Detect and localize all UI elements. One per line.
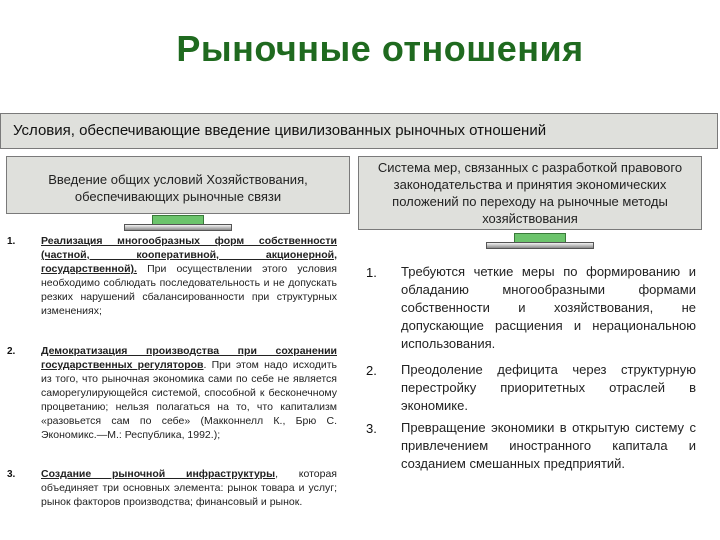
left-item-number: 2. [7, 346, 16, 357]
right-list-item: Превращение экономики в открытую систему с привлечением иностранного капитала и созданием смешанных предприятий. [401, 420, 696, 471]
left-item-number: 1. [7, 236, 16, 247]
right-connector-arrow-icon [486, 233, 594, 249]
left-item-text: . При этом надо исходить из того, что рыночная экономика сами по себе не является саморегулирующейся системой, способной к бесконечному процветанию; нельзя полагаться на то, что капитализм «разовьется сам по себе» (Макконнелл К., Брю С. Экономикс.—М.: Республика, 1992.); [41, 359, 337, 441]
right-list-item: Преодоление дефицита через структурную перестройку приоритетных отраслей в экономике. [401, 362, 696, 413]
left-item-lead: Создание рыночной инфраструктуры [41, 468, 276, 480]
left-item-lead: Реализация многообразных форм собственности (частной, кооперативной, акционерной, государственной). [41, 235, 337, 275]
subtitle-banner: Условия, обеспечивающие введение цивилизованных рыночных отношений [0, 113, 718, 149]
left-list-item [41, 234, 337, 318]
right-item-number: 2. [366, 363, 377, 378]
page-title: Рыночные отношения [176, 28, 584, 69]
left-item-lead: Демократизация производства при сохранении государственных регуляторов [41, 345, 337, 371]
left-item-number: 3. [7, 469, 16, 480]
left-list-item [41, 467, 337, 509]
right-item-number: 1. [366, 265, 377, 280]
right-item-number: 3. [366, 421, 377, 436]
left-connector-arrow-icon [124, 215, 232, 231]
right-list-item: Требуются четкие меры по формированию и обладанию многообразными формами собственности и хозяйствования, не допускающие расщиения и нерациональною использования. [401, 264, 696, 351]
left-item-text: При осуществлении этого условия необходимо соблюдать последовательность и не допускать резких нарушений сбалансированности при структурных изменениях; [41, 263, 337, 317]
left-list-item [41, 344, 337, 442]
left-column-header: Введение общих условий Хозяйствования, обеспечивающих рыночные связи [6, 156, 350, 214]
right-column-header: Система мер, связанных с разработкой правового законодательства и принятия экономических положений по переходу на рыночные методы хозяйствования [358, 156, 702, 230]
left-item-text: , которая объединяет три основных элемента: рынок товара и услуг; рынок факторов производства; финансовый и рынок. [41, 468, 337, 508]
